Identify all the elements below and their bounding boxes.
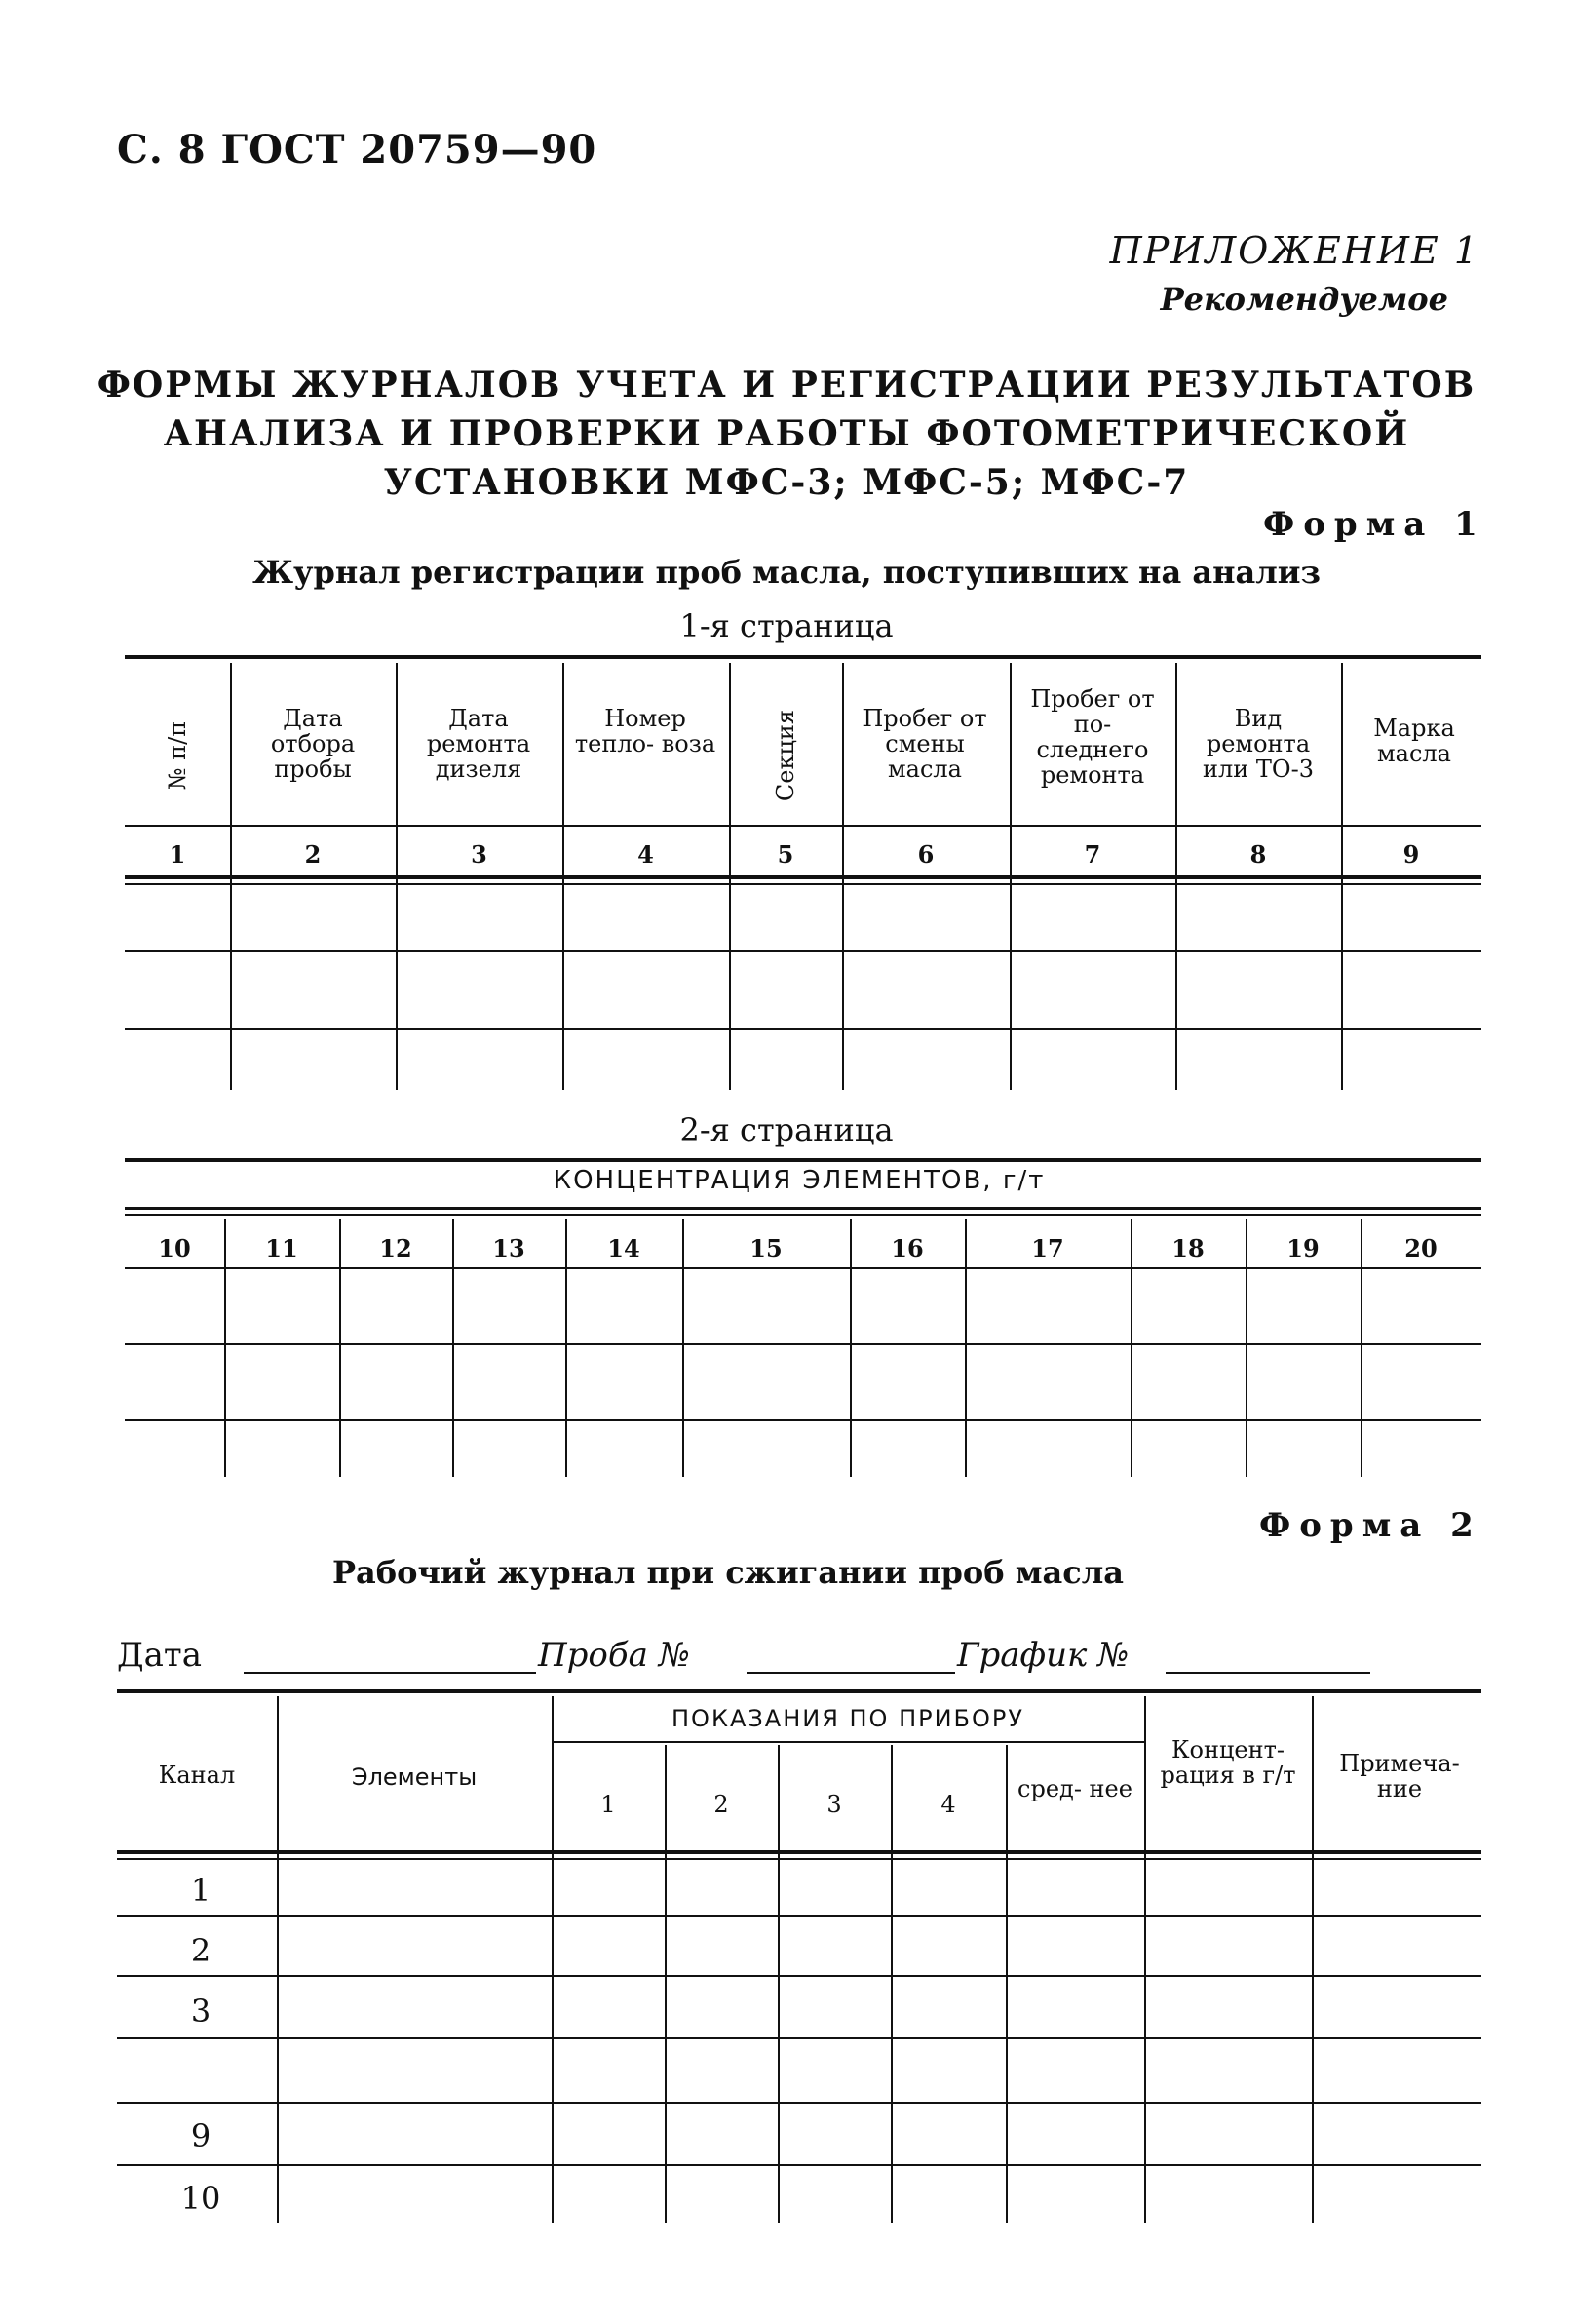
- table1-col-number: 9: [1402, 840, 1420, 869]
- table2-top-rule: [125, 1158, 1481, 1162]
- table3-header-channel: Канал: [158, 1762, 236, 1789]
- table1-number-rule-2: [125, 883, 1481, 885]
- table3-row-rule: [117, 2164, 1481, 2166]
- table1-col-header-section: Секция: [772, 709, 799, 802]
- table3-row-rule: [117, 1915, 1481, 1917]
- table2-col-number: 19: [1286, 1234, 1320, 1262]
- table1-col-divider: [729, 663, 731, 1090]
- form2-title: Рабочий журнал при сжигании проб масла: [331, 1554, 1125, 1591]
- table1-col-header-number: № п/п: [164, 720, 191, 791]
- table2-col-number: 14: [607, 1234, 640, 1262]
- form1-page1-label: 1-я страница: [679, 607, 894, 644]
- table3-row-number: 3: [190, 1993, 211, 2030]
- table1-col-number: 6: [917, 840, 935, 869]
- table2-row-rule: [125, 1419, 1481, 1421]
- table2-col-number: 13: [492, 1234, 525, 1262]
- table1-number-rule: [125, 875, 1481, 879]
- table1-col-divider: [562, 663, 564, 1090]
- table3-row-number: 10: [180, 2180, 221, 2217]
- table1-col-number: 4: [637, 840, 654, 869]
- table1-row-rule: [125, 950, 1481, 952]
- table3-row-rule: [117, 2102, 1481, 2104]
- table2-col-number: 20: [1404, 1234, 1438, 1262]
- page-title-line-1: ФОРМЫ ЖУРНАЛОВ УЧЕТА И РЕГИСТРАЦИИ РЕЗУЛЬТАТОВ: [96, 365, 1477, 406]
- table3-header-elements: Элементы: [351, 1763, 478, 1791]
- page-title-line-3: УСТАНОВКИ МФС-3; МФС-5; МФС-7: [383, 462, 1190, 503]
- table1-col-divider: [230, 663, 232, 1090]
- table2-col-number: 17: [1031, 1234, 1064, 1262]
- table1-col-header: Номер тепло- воза: [574, 705, 716, 757]
- table2-col-number: 11: [265, 1234, 298, 1262]
- form1-page2-label: 2-я страница: [679, 1111, 894, 1148]
- table1-row-rule: [125, 1028, 1481, 1030]
- table3-header-rule: [117, 1850, 1481, 1854]
- concentration-header: КОНЦЕНТРАЦИЯ ЭЛЕМЕНТОВ, г/т: [553, 1166, 1046, 1195]
- table1-col-divider: [1175, 663, 1177, 1090]
- table1-col-divider: [1010, 663, 1012, 1090]
- table3-readings-col: 4: [940, 1791, 956, 1818]
- table1-col-number: 8: [1249, 840, 1267, 869]
- table1-col-number: 3: [471, 840, 487, 869]
- table1-col-divider: [396, 663, 398, 1090]
- table3-header-concentration: Концент- рация в г/т: [1160, 1736, 1296, 1789]
- table3-readings-col: 1: [600, 1791, 616, 1818]
- table2-row-rule: [125, 1343, 1481, 1345]
- date-field-label: Дата: [117, 1636, 202, 1675]
- page-header: С. 8 ГОСТ 20759—90: [117, 127, 597, 173]
- table3-header-notes: Примеча- ние: [1339, 1750, 1460, 1802]
- table2-sub-rule-2: [125, 1214, 1481, 1216]
- table2-sub-rule: [125, 1207, 1481, 1210]
- form1-label: Форма 1: [1263, 505, 1486, 544]
- table3-col-divider: [1006, 1745, 1008, 2223]
- table3-row-number: 2: [190, 1932, 211, 1969]
- page-title-line-2: АНАЛИЗА И ПРОВЕРКИ РАБОТЫ ФОТОМЕТРИЧЕСКОЙ: [163, 413, 1410, 454]
- form1-title: Журнал регистрации проб масла, поступивших на анализ: [252, 554, 1321, 591]
- table3-header-readings: ПОКАЗАНИЯ ПО ПРИБОРУ: [671, 1705, 1024, 1732]
- table3-row-number: 9: [190, 2117, 211, 2154]
- appendix-label: ПРИЛОЖЕНИЕ 1: [1109, 229, 1479, 272]
- schedule-field[interactable]: [1166, 1672, 1370, 1674]
- table3-col-divider: [1144, 1696, 1146, 2223]
- sample-field[interactable]: [747, 1672, 955, 1674]
- table1-col-number: 2: [304, 840, 322, 869]
- table1-col-header: Дата ремонта дизеля: [426, 705, 531, 783]
- table1-col-header: Вид ремонта или ТО-3: [1203, 705, 1314, 783]
- appendix-note: Рекомендуемое: [1160, 281, 1448, 318]
- table3-header-rule-2: [117, 1858, 1481, 1860]
- table3-row-rule: [117, 1975, 1481, 1977]
- table1-header-rule: [125, 825, 1481, 827]
- table3-row-rule: [117, 2037, 1481, 2039]
- table3-row-number: 1: [190, 1872, 211, 1909]
- table2-col-number: 15: [749, 1234, 783, 1262]
- table3-col-divider: [1312, 1696, 1314, 2223]
- table3-top-rule: [117, 1689, 1481, 1693]
- table1-col-header: Дата отбора пробы: [270, 705, 356, 783]
- table1-col-header: Пробег от смены масла: [863, 705, 987, 783]
- schedule-field-label: График №: [957, 1636, 1130, 1675]
- table3-col-divider: [552, 1696, 554, 2223]
- table2-number-rule: [125, 1267, 1481, 1269]
- table3-readings-rule: [552, 1741, 1144, 1743]
- form2-label: Форма 2: [1259, 1506, 1482, 1545]
- table2-col-number: 10: [158, 1234, 191, 1262]
- table3-readings-col: 3: [826, 1791, 842, 1818]
- sample-field-label: Проба №: [538, 1636, 690, 1675]
- date-field[interactable]: [244, 1672, 536, 1674]
- table1-col-number: 7: [1084, 840, 1101, 869]
- table3-readings-col: сред- нее: [1017, 1775, 1132, 1802]
- table1-col-divider: [1341, 663, 1343, 1090]
- table1-col-number: 5: [777, 840, 794, 869]
- table1-col-divider: [842, 663, 844, 1090]
- table3-readings-col: 2: [713, 1791, 729, 1818]
- table1-col-number: 1: [169, 840, 186, 869]
- table2-col-number: 12: [379, 1234, 412, 1262]
- table1-top-rule: [125, 655, 1481, 659]
- table2-col-number: 16: [891, 1234, 924, 1262]
- table2-col-number: 18: [1171, 1234, 1205, 1262]
- table1-col-header: Пробег от по- следнего ремонта: [1030, 685, 1155, 789]
- table1-col-header: Марка масла: [1373, 715, 1455, 767]
